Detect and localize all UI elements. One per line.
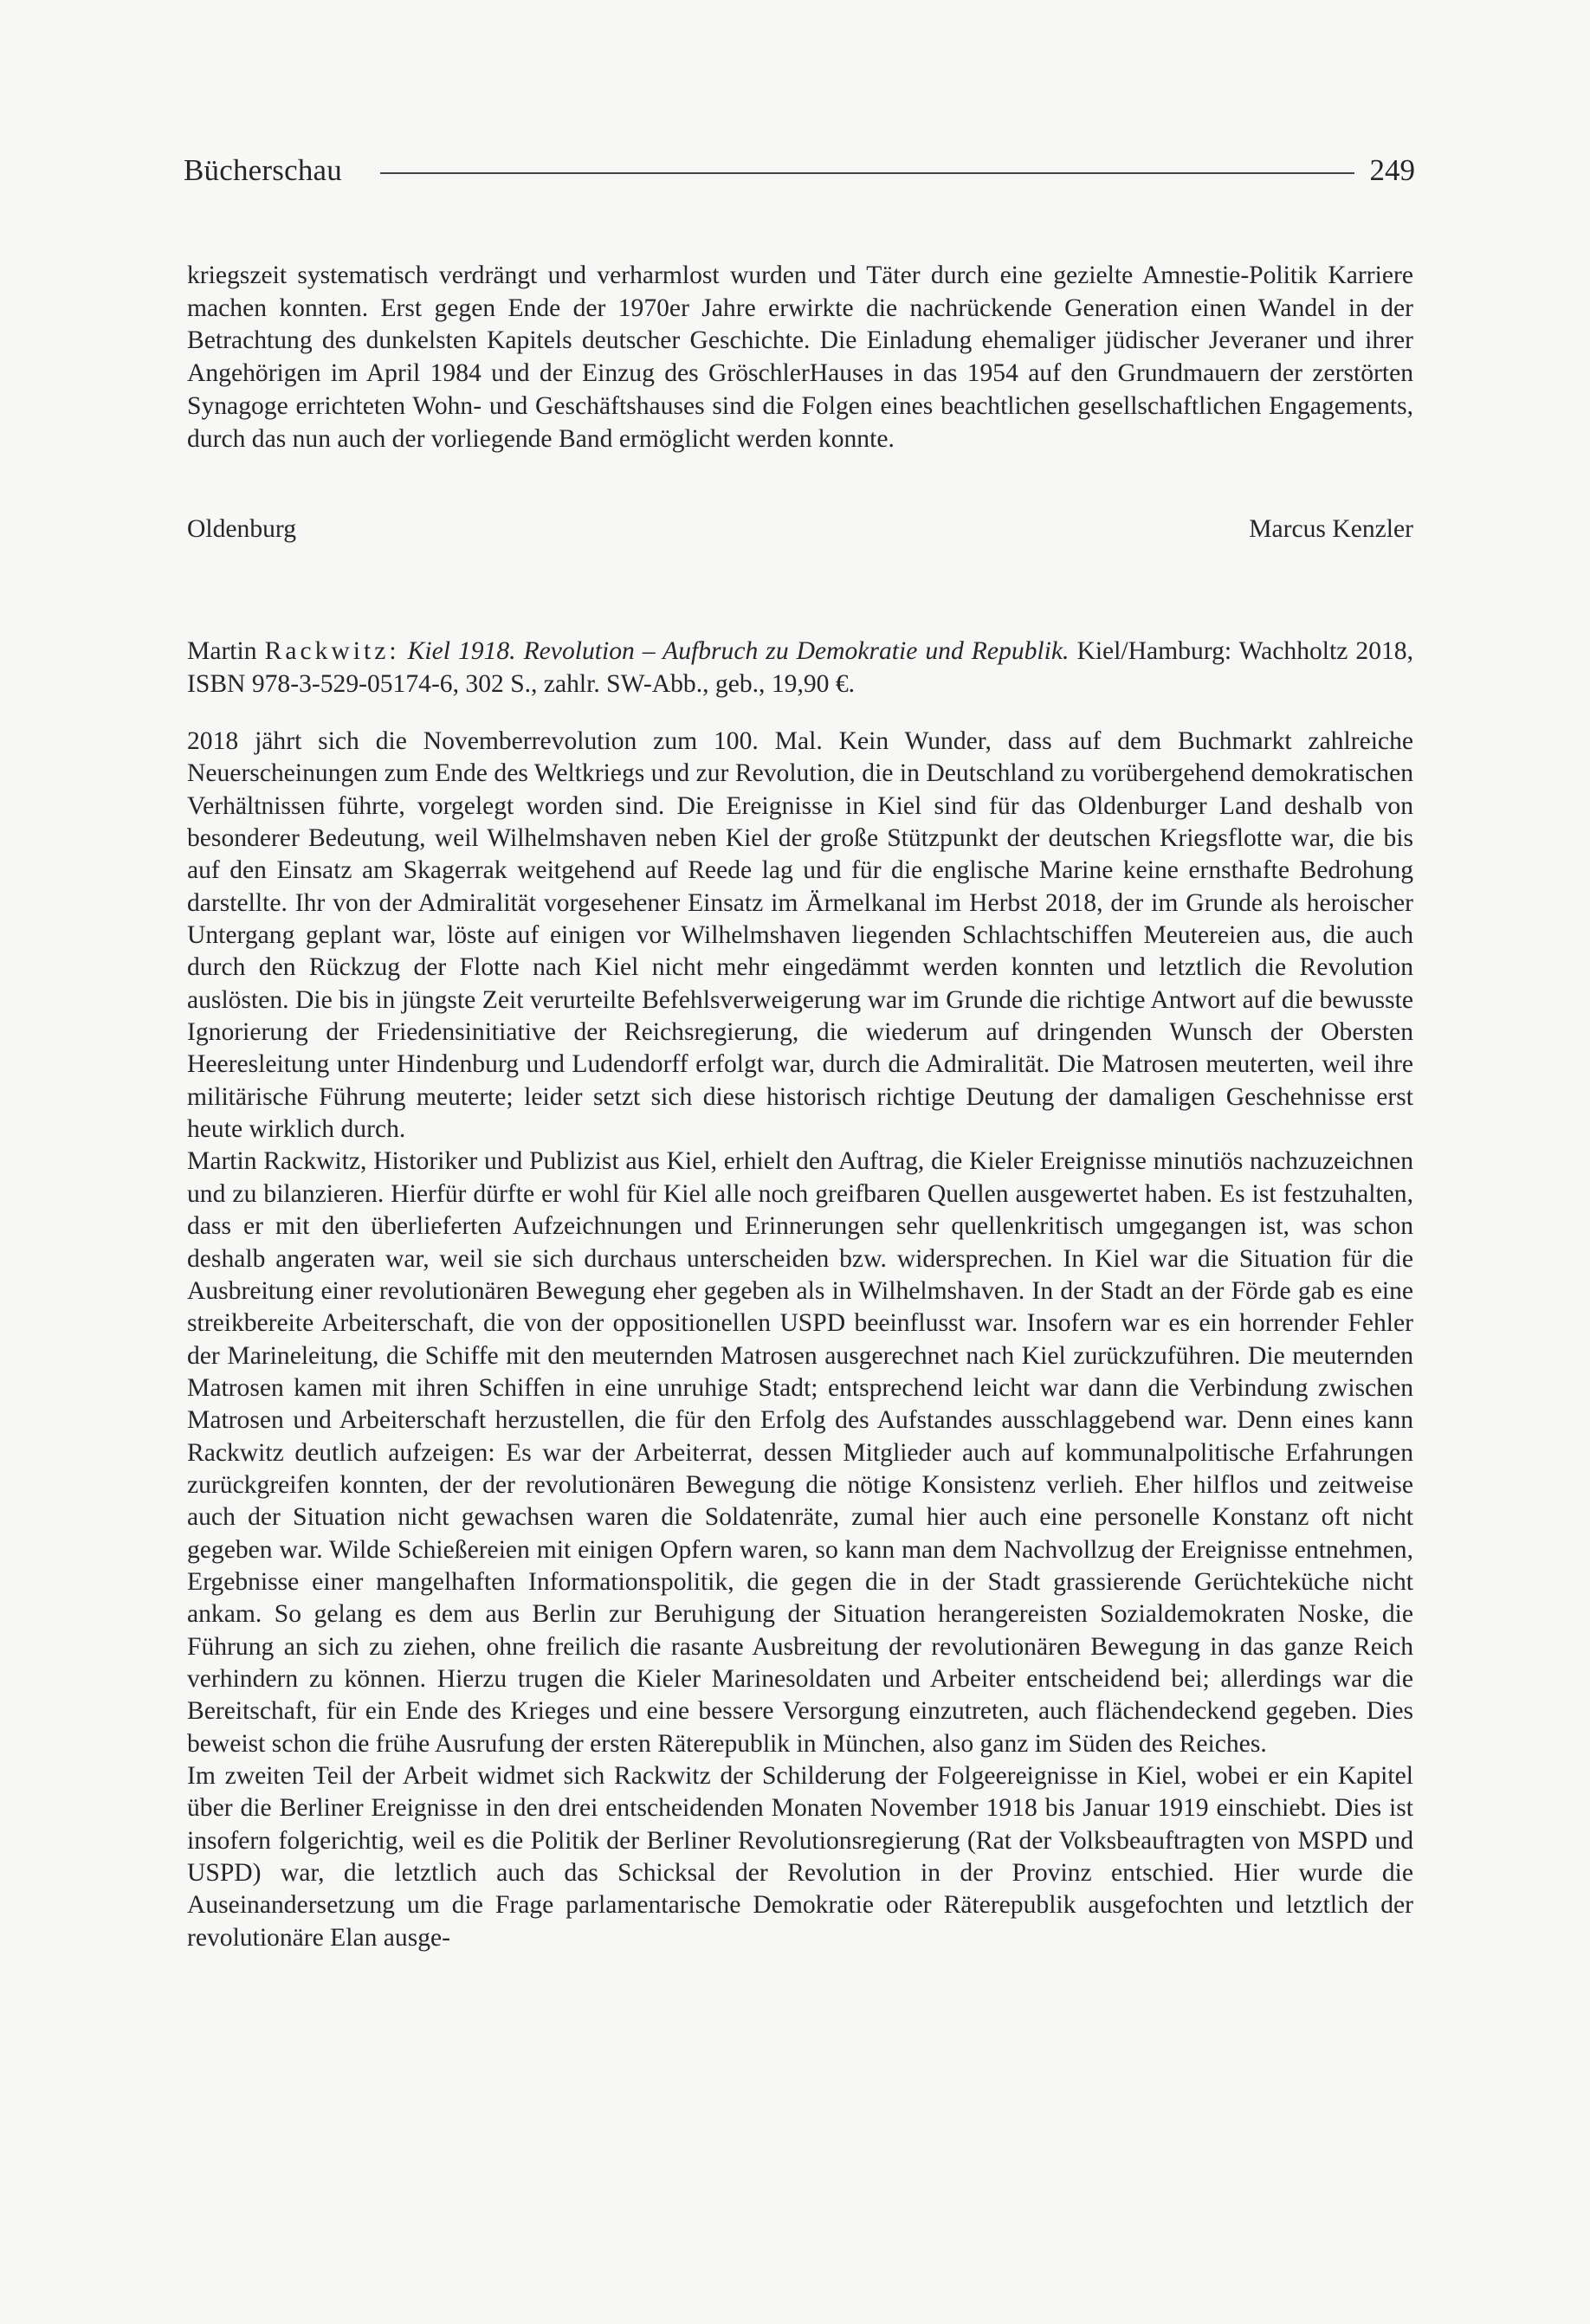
previous-review-text: kriegszeit systematisch verdrängt und verharmlost wurden und Täter durch eine gezielte Amnestie-Politik Karriere machen konnten. Erst gegen Ende der 1970er Jahre erwirkte die nachrückende Generation einen Wandel in der Betrachtung des dunkelsten Kapitels deutscher Geschichte. Die Einladung ehemaliger jüdischer Jeveraner und ihrer Angehörigen im April 1984 und der Einzug des GröschlerHauses in das 1954 auf den Grundmauern der zerstörten Synagoge errichteten Wohn- und Geschäftshauses sind die Folgen eines beachtlichen gesellschaftlichen Engagements, durch das nun auch der vorliegende Band ermöglicht werden konnte. xyxy=(187,261,1413,453)
review-paragraph: Martin Rackwitz, Historiker und Publizist aus Kiel, erhielt den Auftrag, die Kieler Ereignisse minutiös nachzuzeichnen und zu bilanzieren. Hierfür dürfte er wohl für Kiel alle noch greifbaren Quellen ausgewertet haben. Es ist festzuhalten, dass er mit den überlieferten Aufzeichnungen und Erinnerungen sehr quellenkritisch umgegangen ist, was schon deshalb angeraten war, weil sie sich durchaus unterscheiden bzw. widersprechen. In Kiel war die Situation für die Ausbreitung einer revolutionären Bewegung eher gegeben als in Wilhelmshaven. In der Stadt an der Förde gab es eine streikbereite Arbeiterschaft, die von der oppositionellen USPD beeinflusst war. Insofern war es ein horrender Fehler der Marineleitung, die Schiffe mit den meuternden Matrosen ausgerechnet nach Kiel zurückzuführen. Die meuternden Matrosen kamen mit ihren Schiffen in eine unruhige Stadt; entsprechend leicht war dann die Verbindung zwischen Matrosen und Arbeiterschaft herzustellen, die für den Erfolg des Aufstandes ausschlaggebend war. Denn eines kann Rackwitz deutlich aufzeigen: Es war der Arbeiterrat, dessen Mitglieder auch auf kommunalpolitische Erfahrungen zurückgreifen konnten, der der revolutionären Bewegung die nötige Konsistenz verlieh. Eher hilflos und zeitweise auch der Situation nicht gewachsen waren die Soldatenräte, zumal hier auch eine personelle Konstanz oft nicht gegeben war. Wilde Schießereien mit einigen Opfern waren, so kann man dem Nachvollzug der Ereignisse entnehmen, Ergebnisse einer mangelhaften Informationspolitik, die gegen die in der Stadt grassierende Gerüchteküche nicht ankam. So gelang es dem aus Berlin zur Beruhigung der Situation herangereisten Sozialdemokraten Noske, die Führung an sich zu ziehen, ohne freilich die rasante Ausbreitung der revolutionären Bewegung in das ganze Reich verhindern zu können. Hierzu trugen die Kieler Marinesoldaten und Arbeiter entscheidend bei; allerdings war die Bereitschaft, für ein Ende des Krieges und eine bessere Versorgung einzutreten, auch flächendeckend gegeben. Dies beweist schon die frühe Ausrufung der ersten Räterepublik in München, also ganz im Süden des Reiches. xyxy=(187,1147,1413,1758)
reviewer-place: Oldenburg xyxy=(187,515,297,543)
reviewer-name: Marcus Kenzler xyxy=(1249,515,1413,543)
book-author-last: Rackwitz: xyxy=(264,637,400,665)
header-rule xyxy=(380,172,1354,174)
bibliographic-entry xyxy=(187,636,1413,700)
book-author-first: Martin xyxy=(187,637,257,665)
review-body xyxy=(187,726,1413,1954)
book-title: Kiel 1918. Revolution – Aufbruch zu Demokratie und Republik. xyxy=(407,637,1070,665)
previous-review-signature xyxy=(187,513,1413,546)
page-number: 249 xyxy=(1369,153,1415,187)
review-paragraph: Im zweiten Teil der Arbeit widmet sich Rackwitz der Schilderung der Folgeereignisse in Kiel, wobei er ein Kapitel über die Berliner Ereignisse in den drei entscheidenden Monaten November 1918 bis Januar 1919 einschiebt. Dies ist insofern folgerichtig, weil es die Politik der Berliner Revolutionsregierung (Rat der Volksbeauftragten von MSPD und USPD) war, die letztlich auch das Schicksal der Revolution in der Provinz entschied. Hier wurde die Auseinandersetzung um die Frage parlamentarische Demokratie oder Räterepublik ausgefochten und letztlich der revolutionäre Elan ausge- xyxy=(187,1762,1413,1952)
section-title: Bücherschau xyxy=(184,153,342,187)
review-paragraph: 2018 jährt sich die Novemberrevolution zum 100. Mal. Kein Wunder, dass auf dem Buchmarkt zahlreiche Neuerscheinungen zum Ende des Weltkriegs und zur Revolution, die in Deutschland zu vorübergehend demokratischen Verhältnissen führte, vorgelegt worden sind. Die Ereignisse in Kiel sind für das Oldenburger Land deshalb von besonderer Bedeutung, weil Wilhelmshaven neben Kiel der große Stützpunkt der deutschen Kriegsflotte war, die bis auf den Einsatz am Skagerrak weitgehend auf Reede lag und für die englische Marine keine ernsthafte Bedrohung darstellte. Ihr von der Admiralität vorgesehener Einsatz im Ärmelkanal im Herbst 2018, der im Grunde als heroischer Untergang geplant war, löste auf einigen vor Wilhelmshaven liegenden Schlachtschiffen Meutereien aus, die auch durch den Rückzug der Flotte nach Kiel nicht mehr eingedämmt werden konnten und letztlich die Revolution auslösten. Die bis in jüngste Zeit verurteilte Befehlsverweigerung war im Grunde die richtige Antwort auf die bewusste Ignorierung der Friedensinitiative der Reichsregierung, die wiederum auf dringenden Wunsch der Obersten Heeresleitung unter Hindenburg und Ludendorff erfolgt war, durch die Admiralität. Die Matrosen meuterten, weil ihre militärische Führung meuterte; leider setzt sich diese historisch richtige Deutung der damaligen Geschehnisse erst heute wirklich durch. xyxy=(187,727,1413,1144)
running-head xyxy=(184,149,1415,192)
previous-review-ending xyxy=(187,260,1413,455)
book-publication-details: Kiel/Hamburg: Wachholtz 2018, ISBN 978-3-529-05174-6, 302 S., zahlr. SW-Abb., geb., 19,90 €. xyxy=(187,637,1414,698)
